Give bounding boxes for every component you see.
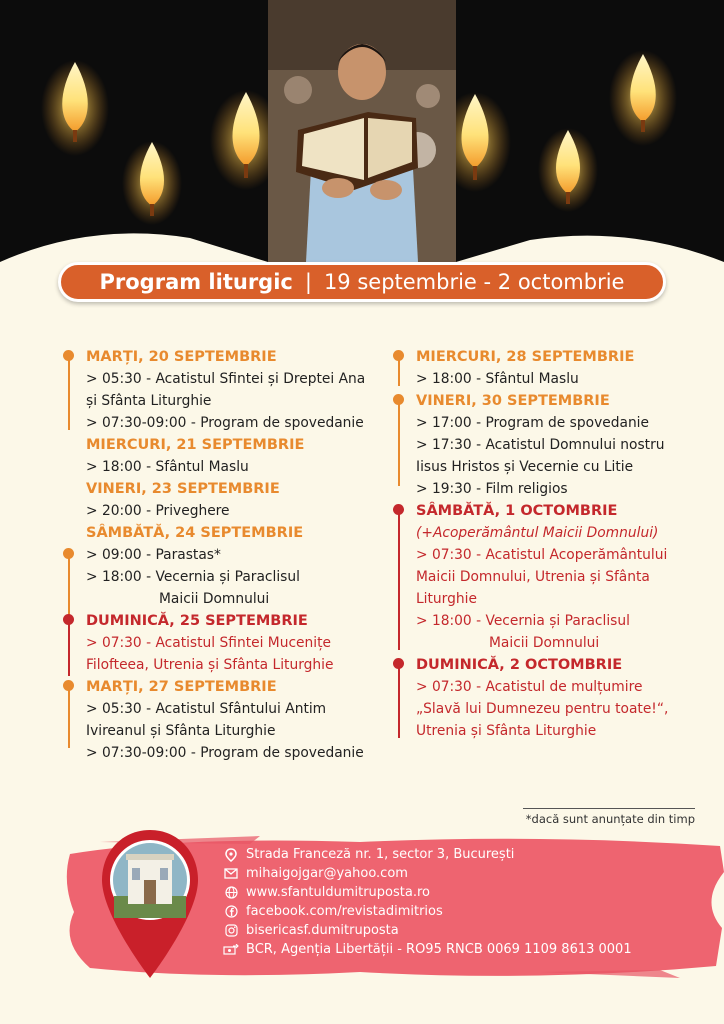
event-line: Utrenia și Sfânta Liturghie	[416, 723, 597, 739]
day-heading: MARȚI, 20 SEPTEMBRIE	[86, 349, 277, 365]
day-heading: SÂMBĂTĂ, 1 OCTOMBRIE	[416, 503, 618, 519]
timeline-line	[68, 360, 70, 430]
church-location-pin	[100, 828, 200, 980]
event-line: > 05:30 - Acatistul Sfintei și Dreptei Ana	[86, 371, 366, 387]
day-block-vineri-23	[68, 478, 388, 522]
event-line: și Sfânta Liturghie	[86, 393, 212, 409]
facebook-link[interactable]: facebook.com/revistadimitrios	[246, 904, 443, 919]
day-block-miercuri-21	[68, 434, 388, 478]
event-line: Maicii Domnului	[489, 635, 600, 651]
event-line: > 18:00 - Vecernia și Paraclisul	[86, 569, 300, 585]
money-transfer-icon	[220, 943, 242, 957]
timeline-line	[398, 668, 400, 738]
event-line: > 19:30 - Film religios	[416, 481, 568, 497]
event-line: > 07:30-09:00 - Program de spovedanie	[86, 745, 364, 761]
event-line: > 18:00 - Vecernia și Paraclisul	[416, 613, 630, 629]
instagram-icon	[220, 924, 242, 938]
title-separator: |	[304, 270, 312, 294]
day-block-sambata-1	[398, 500, 708, 654]
website-link[interactable]: www.sfantuldumitruposta.ro	[246, 885, 430, 900]
day-block-sambata-24	[68, 522, 388, 610]
timeline-line	[398, 514, 400, 650]
footnote: *dacă sunt anunțate din timp	[523, 808, 695, 826]
facebook-row	[220, 902, 632, 921]
timeline-line	[398, 404, 400, 486]
timeline-line	[68, 624, 70, 676]
feast-subtitle: (+Acoperământul Maicii Domnului)	[416, 525, 659, 541]
day-block-miercuri-28	[398, 346, 708, 390]
event-line: > 18:00 - Sfântul Maslu	[416, 371, 579, 387]
day-heading: MIERCURI, 21 SEPTEMBRIE	[86, 437, 305, 453]
event-line: > 05:30 - Acatistul Sfântului Antim	[86, 701, 327, 717]
event-line: > 20:00 - Priveghere	[86, 503, 230, 519]
schedule-left-column	[68, 346, 388, 764]
day-heading: SÂMBĂTĂ, 24 SEPTEMBRIE	[86, 525, 304, 541]
event-line: > 07:30 - Acatistul Acoperământului	[416, 547, 668, 563]
schedule-right-column	[398, 346, 708, 742]
event-line: Maicii Domnului, Utrenia și Sfânta	[416, 569, 650, 585]
event-line: > 07:30 - Acatistul de mulțumire	[416, 679, 643, 695]
day-heading: MARȚI, 27 SEPTEMBRIE	[86, 679, 277, 695]
instagram-row	[220, 921, 632, 940]
facebook-icon	[220, 905, 242, 919]
event-line: > 17:30 - Acatistul Domnului nostru	[416, 437, 665, 453]
envelope-icon	[220, 867, 242, 881]
day-block-marti-27	[68, 676, 388, 764]
event-line: > 09:00 - Parastas*	[86, 547, 221, 563]
event-line: > 07:30-09:00 - Program de spovedanie	[86, 415, 364, 431]
email-link[interactable]: mihaigojgar@yahoo.com	[246, 866, 408, 881]
event-line: > 18:00 - Sfântul Maslu	[86, 459, 249, 475]
timeline-line	[68, 558, 70, 616]
day-heading: MIERCURI, 28 SEPTEMBRIE	[416, 349, 635, 365]
day-block-vineri-30	[398, 390, 708, 500]
date-range: 19 septembrie - 2 octombrie	[323, 270, 625, 294]
timeline-line	[68, 690, 70, 748]
event-line: > 17:00 - Program de spovedanie	[416, 415, 650, 431]
address-text: Strada Franceză nr. 1, sector 3, București	[246, 847, 515, 862]
bank-row	[220, 940, 632, 959]
event-line: Ivireanul și Sfânta Liturghie	[86, 723, 276, 739]
day-block-marti-20	[68, 346, 388, 434]
email-row	[220, 864, 632, 883]
website-row	[220, 883, 632, 902]
reader-photo	[268, 0, 456, 262]
event-line: „Slavă lui Dumnezeu pentru toate!“,	[416, 701, 669, 717]
globe-icon	[220, 886, 242, 900]
day-heading: VINERI, 30 SEPTEMBRIE	[416, 393, 610, 409]
contact-info	[220, 845, 632, 959]
day-heading: DUMINICĂ, 25 SEPTEMBRIE	[86, 613, 308, 629]
event-line: Filofteea, Utrenia și Sfânta Liturghie	[86, 657, 334, 673]
day-heading: DUMINICĂ, 2 OCTOMBRIE	[416, 657, 623, 673]
event-line: Liturghie	[416, 591, 477, 607]
map-pin-icon	[220, 848, 242, 862]
program-title: Program liturgic	[99, 270, 293, 294]
bank-account-text: BCR, Agenția Libertății - RO95 RNCB 0069 1109 8613 0001	[246, 942, 632, 957]
event-line: > 07:30 - Acatistul Sfintei Mucenițe	[86, 635, 332, 651]
instagram-link[interactable]: bisericasf.dumitruposta	[246, 923, 399, 938]
day-block-duminica-25	[68, 610, 388, 676]
day-block-duminica-2	[398, 654, 708, 742]
day-heading: VINERI, 23 SEPTEMBRIE	[86, 481, 280, 497]
event-line: Iisus Hristos și Vecernie cu Litie	[416, 459, 634, 475]
title-banner	[58, 262, 666, 302]
address-row	[220, 845, 632, 864]
event-line: Maicii Domnului	[159, 591, 270, 607]
timeline-line	[398, 360, 400, 386]
